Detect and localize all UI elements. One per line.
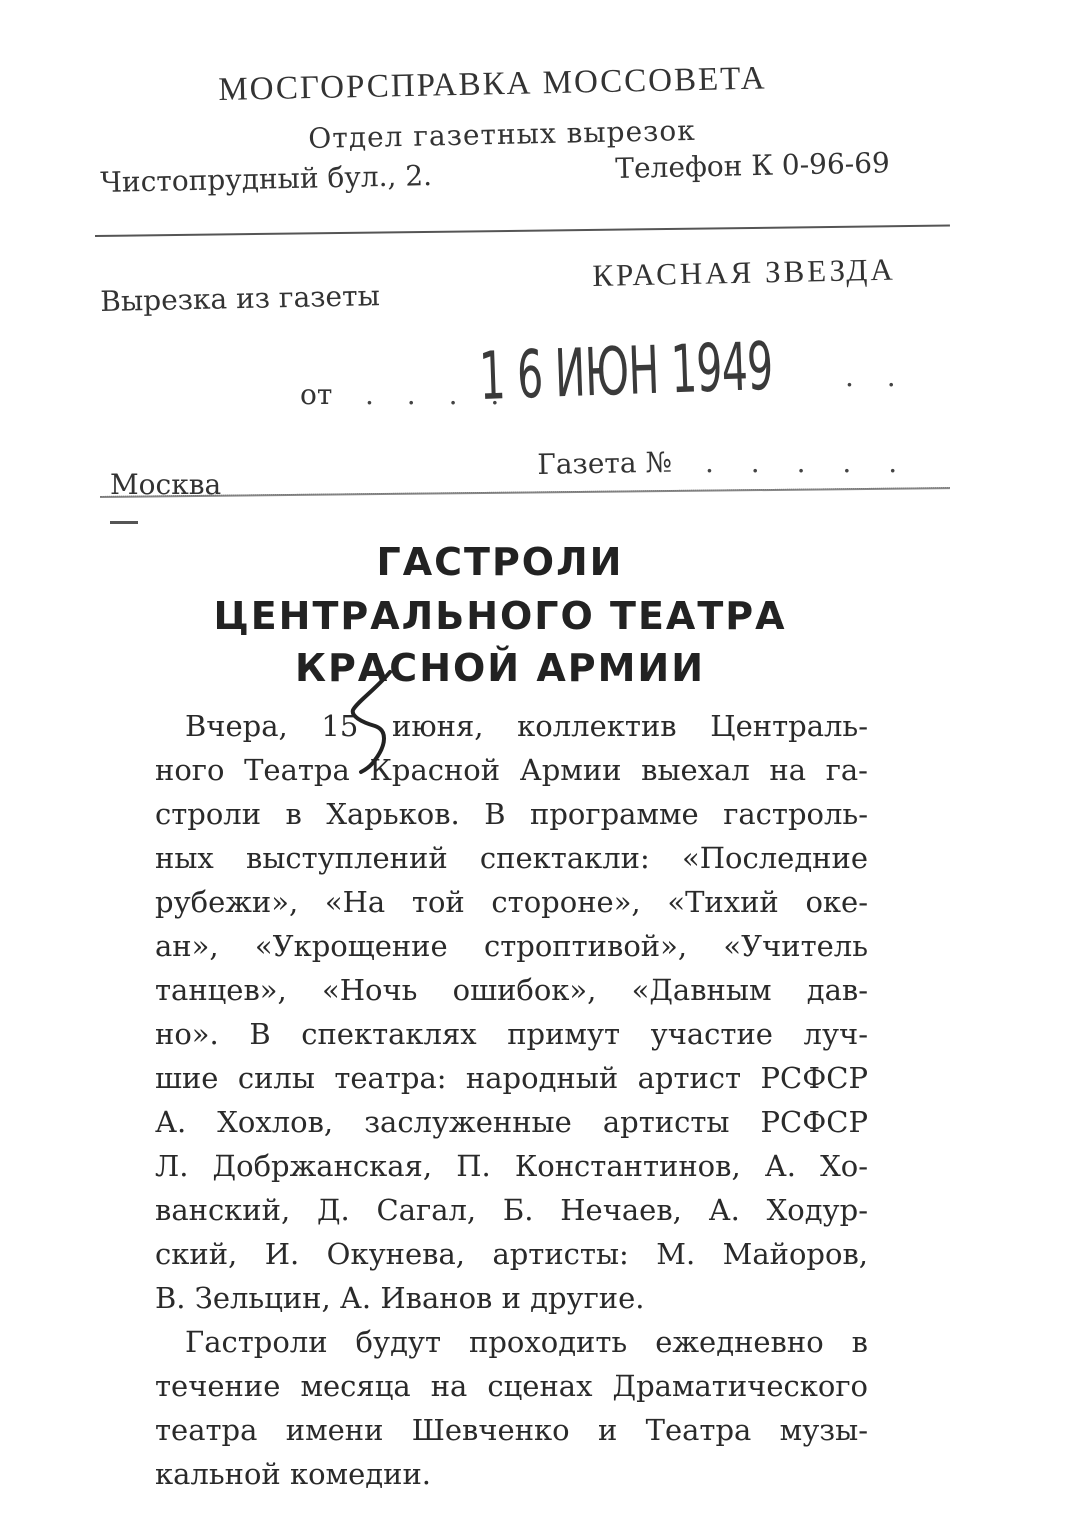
date-from-label: от	[300, 378, 333, 411]
dotted-leader: . . . .	[365, 378, 512, 411]
clipping-label: Вырезка из газеты	[100, 279, 381, 318]
newspaper-name: КРАСНАЯ ЗВЕЗДА	[592, 251, 897, 293]
dotted-leader: . . . . .	[705, 446, 912, 479]
article-title-line-2: ЦЕНТРАЛЬНОГО ТЕАТРА	[213, 594, 787, 638]
issue-label: Газета №	[537, 445, 673, 481]
address: Чистопрудный бул., 2.	[100, 159, 433, 199]
article-line: А. Хохлов, заслуженные артисты РСФСР	[155, 1105, 868, 1139]
article-line: театра имени Шевченко и Театра музы-	[155, 1413, 868, 1447]
article-line: ан», «Укрощение строптивой», «Учитель	[155, 929, 868, 963]
article-line: но». В спектаклях примут участие луч-	[155, 1017, 868, 1051]
article-line: Гастроли будут проходить ежедневно в	[185, 1325, 868, 1359]
article-line: течение месяца на сценах Драматического	[155, 1369, 868, 1403]
article-line: Л. Добржанская, П. Константинов, А. Хо-	[155, 1149, 868, 1183]
article-line: строли в Харьков. В программе гастроль-	[155, 797, 868, 831]
article-line: ного Театра Красной Армии выехал на га-	[155, 753, 868, 787]
header-divider	[95, 225, 950, 237]
city: Москва	[110, 468, 222, 501]
article-line: ский, И. Окунева, артисты: М. Майоров,	[155, 1237, 868, 1271]
pen-mark	[335, 660, 455, 800]
article-line: шие силы театра: народный артист РСФСР	[155, 1061, 868, 1095]
department-name: Отдел газетных вырезок	[308, 113, 697, 155]
clipping-mark	[110, 521, 138, 524]
article-title-line-1: ГАСТРОЛИ	[376, 540, 624, 584]
article-line: танцев», «Ночь ошибок», «Давным дав-	[155, 973, 868, 1007]
phone-number: Телефон К 0-96-69	[615, 146, 891, 185]
article-line: кальной комедии.	[155, 1457, 431, 1491]
article-line: ванский, Д. Сагал, Б. Нечаев, А. Ходур-	[155, 1193, 868, 1227]
date-stamp: 1 6 ИЮН 1949	[478, 327, 774, 415]
article-line: Вчера, 15 июня, коллектив Централь-	[185, 709, 868, 743]
article-title-line-3: КРАСНОЙ АРМИИ	[294, 646, 706, 690]
agency-name: МОСГОРСПРАВКА МОССОВЕТА	[218, 60, 767, 108]
article-line: рубежи», «На той стороне», «Тихий оке-	[155, 885, 868, 919]
article-body	[155, 704, 868, 1496]
article-line: ных выступлений спектакли: «Последние	[155, 841, 868, 875]
form-divider	[100, 487, 950, 498]
article-line: В. Зельцин, А. Иванов и другие.	[155, 1281, 645, 1315]
dotted-leader: . .	[845, 360, 908, 393]
